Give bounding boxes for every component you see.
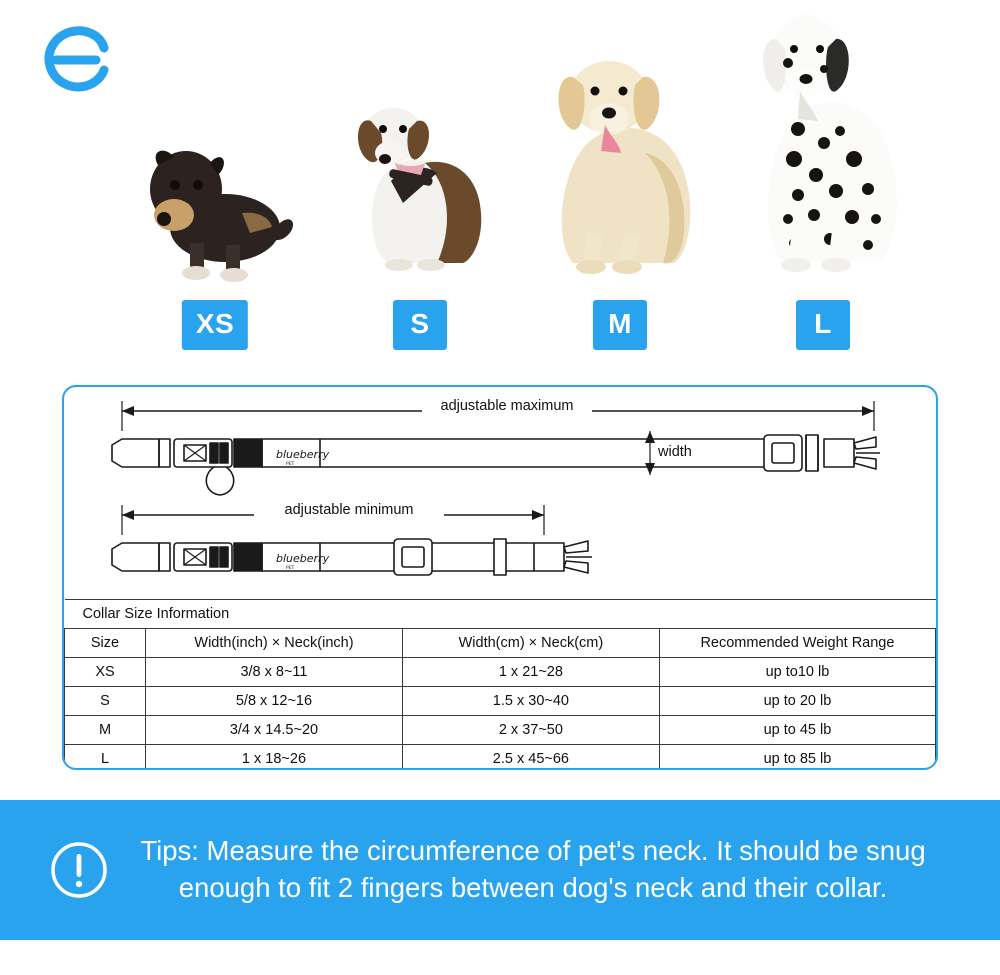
golden-retriever-photo-m <box>525 33 715 288</box>
table-row <box>65 658 936 687</box>
size-badge-xs: XS <box>182 300 248 350</box>
cell-size: S <box>65 687 146 716</box>
collar-size-table <box>64 599 936 770</box>
size-badge-m: M <box>593 300 647 350</box>
collar-measurement-panel <box>62 385 938 770</box>
width-label: width <box>658 444 692 460</box>
svg-text:PET: PET <box>286 462 295 467</box>
cell-size: L <box>65 745 146 771</box>
header-weight-range: Recommended Weight Range <box>659 629 935 658</box>
table-row <box>65 745 936 771</box>
adjustable-minimum-label: adjustable minimum <box>254 502 444 518</box>
cell-cm: 2 x 37~50 <box>402 716 659 745</box>
cell-cm: 1 x 21~28 <box>402 658 659 687</box>
brand-logo-icon <box>40 26 114 96</box>
tips-line-1: Tips: Measure the circumference of pet's neck. It should be snug <box>140 835 926 867</box>
exclamation-circle-icon <box>50 841 108 899</box>
table-row <box>65 687 936 716</box>
cell-inch: 1 x 18~26 <box>146 745 403 771</box>
cell-weight: up to 45 lb <box>659 716 935 745</box>
adjustable-maximum-label: adjustable maximum <box>422 398 592 414</box>
cell-inch: 5/8 x 12~16 <box>146 687 403 716</box>
tips-banner <box>0 800 1000 940</box>
header-width-neck-inch: Width(inch) × Neck(inch) <box>146 629 403 658</box>
cell-inch: 3/8 x 8~11 <box>146 658 403 687</box>
tips-text <box>126 833 970 906</box>
dog-cell-s <box>325 40 515 350</box>
svg-text:blueberry: blueberry <box>276 448 330 461</box>
table-header-row <box>65 629 936 658</box>
cell-weight: up to10 lb <box>659 658 935 687</box>
collar-diagram <box>64 387 936 597</box>
collar-size-table-wrap <box>64 599 936 770</box>
cell-size: M <box>65 716 146 745</box>
svg-text:PET: PET <box>286 566 295 571</box>
dalmatian-photo-l <box>728 3 918 288</box>
cell-weight: up to 85 lb <box>659 745 935 771</box>
tips-line-2: enough to fit 2 fingers between dog's neck and their collar. <box>178 872 888 903</box>
dog-size-gallery <box>120 0 980 350</box>
beagle-photo-s <box>325 63 515 288</box>
size-badge-l: L <box>796 300 850 350</box>
table-row <box>65 716 936 745</box>
header-size: Size <box>65 629 146 658</box>
table-caption: Collar Size Information <box>65 600 936 629</box>
cell-inch: 3/4 x 14.5~20 <box>146 716 403 745</box>
dog-cell-xs <box>120 60 310 350</box>
cell-cm: 1.5 x 30~40 <box>402 687 659 716</box>
cell-size: XS <box>65 658 146 687</box>
svg-text:blueberry: blueberry <box>276 552 330 565</box>
header-width-neck-cm: Width(cm) × Neck(cm) <box>402 629 659 658</box>
size-badge-s: S <box>393 300 447 350</box>
dog-cell-l <box>728 0 918 350</box>
cell-weight: up to 20 lb <box>659 687 935 716</box>
cell-cm: 2.5 x 45~66 <box>402 745 659 771</box>
table-caption-row <box>65 600 936 629</box>
puppy-photo-xs <box>120 93 310 288</box>
dog-cell-m <box>525 10 715 350</box>
